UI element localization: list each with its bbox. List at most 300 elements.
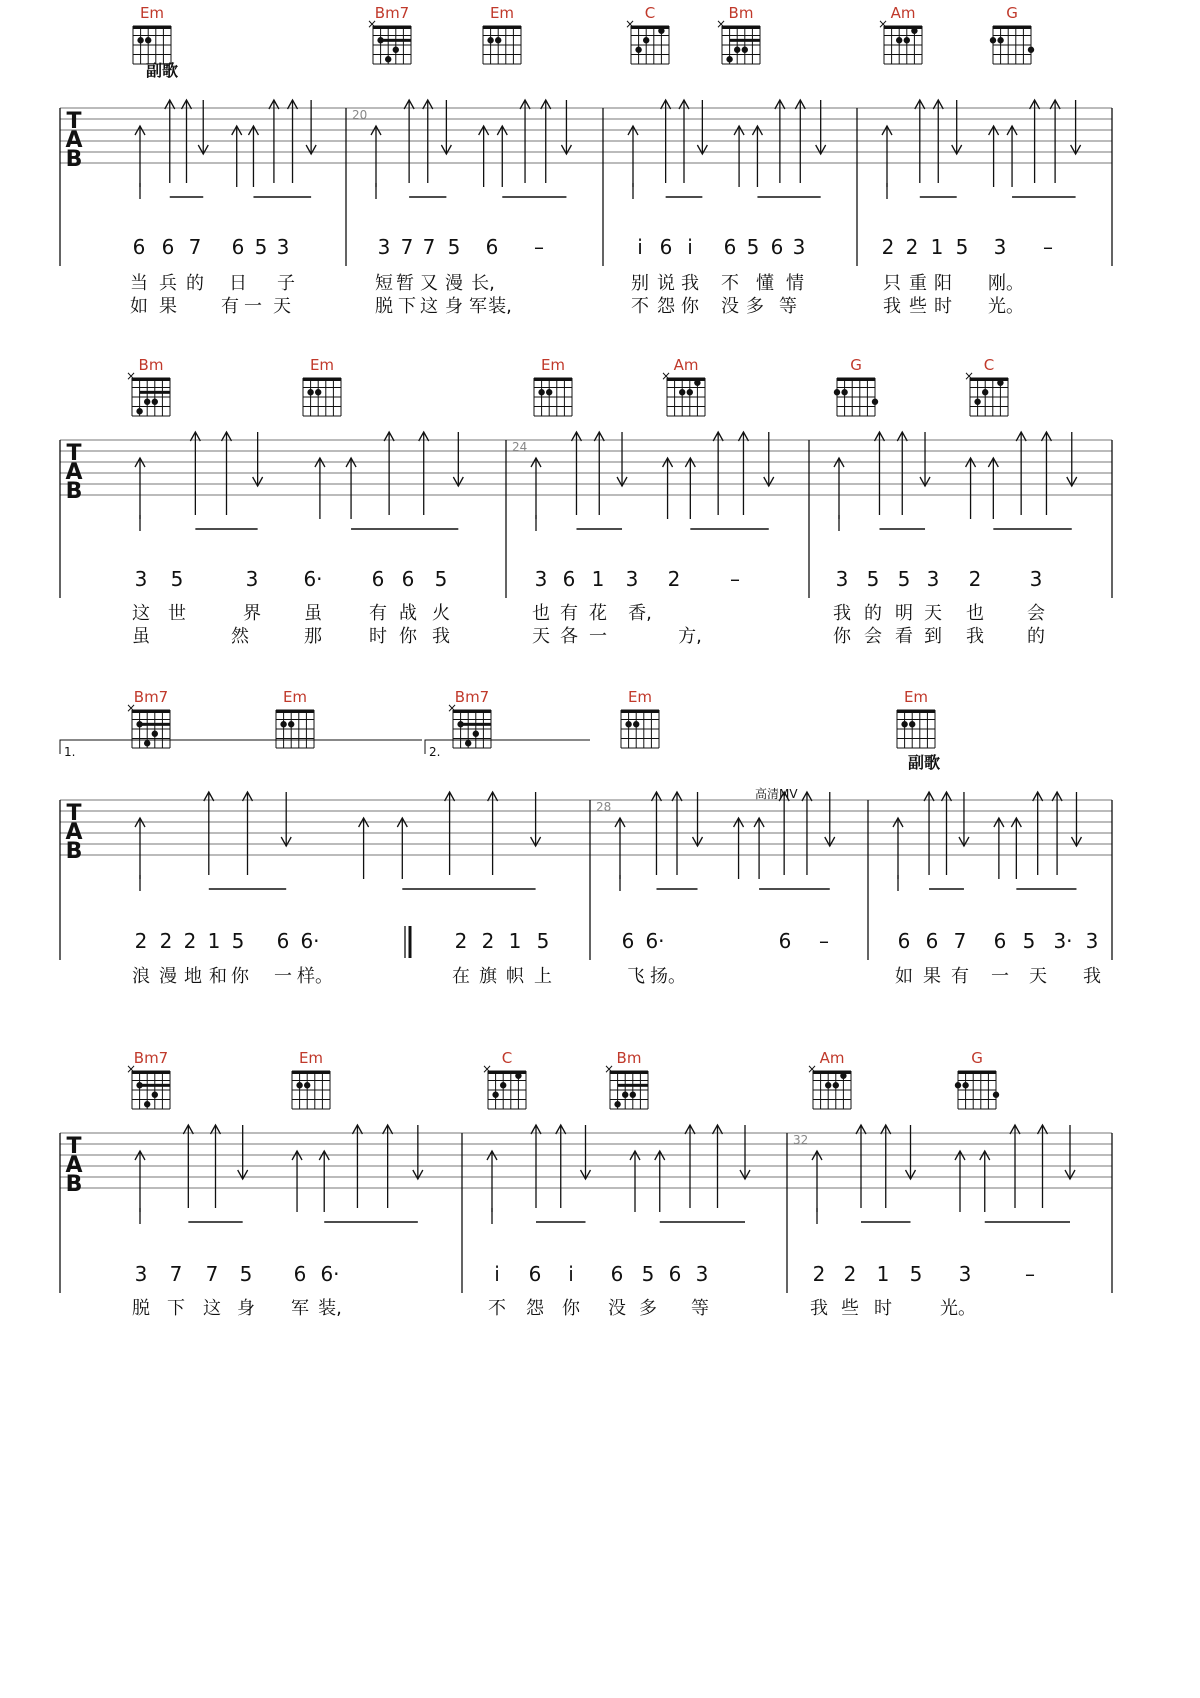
measure-number: 32 [793, 1133, 809, 1147]
chord-diagram [661, 356, 705, 416]
lyric-line2-char: 你 [399, 626, 417, 647]
lyric-line1-char: 在 [452, 966, 470, 987]
lyric-line2-char: 到 [924, 626, 942, 647]
strum-arrow [834, 458, 844, 519]
chord-barre [461, 723, 491, 726]
jianpu-note: – [1025, 1262, 1035, 1286]
tab-letter: T [66, 1134, 82, 1159]
lyric-line1-char: 只 [883, 273, 901, 294]
lyric-line1-char: 别 [631, 273, 649, 294]
jianpu-note: 6 [610, 1262, 624, 1286]
strum-arrow [630, 1151, 640, 1212]
chord-name: Bm7 [133, 1049, 169, 1067]
strum-arrows [132, 100, 1081, 1224]
chord-dot [955, 1082, 961, 1088]
lyric-line2-char: 身 [445, 296, 463, 317]
chord-mute-x: × [126, 1062, 137, 1076]
chord-mute-x: × [807, 1062, 818, 1076]
lyric-line1-char: 火 [432, 603, 450, 624]
jianpu-note: 2 [968, 567, 982, 591]
chord-dot [896, 37, 902, 43]
jianpu-note: 5 [447, 235, 461, 259]
chord-dot [630, 1092, 636, 1098]
jianpu-note: 7 [205, 1262, 219, 1286]
chord-dot [152, 731, 158, 737]
chord-mute-x: × [716, 17, 727, 31]
chord-mute-x: × [661, 369, 672, 383]
lyric-line1-char: 的 [864, 603, 882, 624]
jianpu-note: 6 [276, 929, 290, 953]
jianpu-note: 6· [300, 929, 320, 953]
strum-arrow [397, 818, 407, 879]
jianpu-note: 7 [422, 235, 436, 259]
chord-barre [730, 39, 760, 42]
chord-name: Em [627, 688, 653, 706]
strum-arrow [292, 1151, 302, 1212]
chord-diagram [447, 688, 491, 748]
lyric-line2-char: 看 [895, 626, 913, 647]
lyric-line1-char: 光。 [940, 1298, 976, 1319]
tab-letter: B [65, 839, 83, 864]
lyric-line1-char: 情 [786, 273, 804, 294]
lyric-line1-char: 短 [375, 273, 393, 294]
chord-dot [546, 389, 552, 395]
jianpu-note: 2 [134, 929, 148, 953]
chord-diagram [878, 4, 922, 64]
lyric-line1-char: 下 [167, 1298, 185, 1319]
strum-arrow [628, 126, 638, 187]
chord-diagram [126, 356, 170, 416]
chord-dot [694, 380, 700, 386]
lyric-line1-char: 的 [186, 273, 204, 294]
chord-dot [635, 47, 641, 53]
lyric-line1-char: 世 [168, 603, 186, 624]
chord-mute-x: × [367, 17, 378, 31]
strum-arrow [754, 818, 764, 879]
lyric-line2-char: 不 [631, 296, 649, 317]
section-label-chorus: 副歌 [145, 61, 179, 80]
chord-dot [834, 389, 840, 395]
lyric-line1-char: 多 [639, 1298, 657, 1319]
jianpu-note: 6 [371, 567, 385, 591]
chord-dot [974, 399, 980, 405]
lyric-line2-char: 如 [130, 296, 148, 317]
lyric-line1-char: 上 [534, 966, 552, 987]
jianpu-note: 6 [770, 235, 784, 259]
chord-name: Bm [138, 356, 164, 374]
chord-dot [614, 1101, 620, 1107]
jianpu-note: 7 [188, 235, 202, 259]
lyric-line2-char: 方, [678, 626, 702, 647]
lyric-line2-char: 我 [966, 626, 984, 647]
strum-arrow [966, 458, 976, 519]
strum-arrow [248, 126, 258, 187]
lyric-line1-char: 天 [1029, 966, 1047, 987]
chord-dot [825, 1082, 831, 1088]
volta-label-2: 2. [429, 745, 441, 759]
jianpu-note: 6 [778, 929, 792, 953]
strum-arrow [487, 1151, 497, 1212]
strum-arrow [663, 458, 673, 519]
strum-arrow [882, 126, 892, 187]
jianpu-note: 3 [993, 235, 1007, 259]
strum-arrow [655, 1151, 665, 1212]
strum-arrow [319, 1151, 329, 1212]
chord-diagram [303, 356, 341, 416]
jianpu-note: 5 [170, 567, 184, 591]
jianpu-note: 7 [953, 929, 967, 953]
chord-dot [990, 37, 996, 43]
jianpu-note: 3 [1029, 567, 1043, 591]
chord-name: C [644, 4, 656, 22]
chord-diagram [276, 688, 314, 748]
chord-mute-x: × [604, 1062, 615, 1076]
jianpu-note: 6 [132, 235, 146, 259]
lyric-line2-char: 我 [432, 626, 450, 647]
strum-arrow [1011, 818, 1021, 879]
chord-mute-x: × [964, 369, 975, 383]
measure-number: 28 [596, 800, 612, 814]
chord-dot [872, 399, 878, 405]
jianpu-note: 1 [876, 1262, 890, 1286]
strum-arrow [812, 1151, 822, 1212]
chord-dot [473, 731, 479, 737]
jianpu-note: i [568, 1262, 574, 1286]
strum-arrow [615, 818, 625, 879]
jianpu-note: 2 [183, 929, 197, 953]
lyric-line2-char: 等 [779, 296, 797, 317]
chord-dot [643, 37, 649, 43]
chord-diagram [292, 1049, 330, 1109]
jianpu-note: 6 [897, 929, 911, 953]
chord-dot [495, 37, 501, 43]
lyric-line1-char: 懂 [756, 273, 774, 294]
lyric-line1-char: 些 [841, 1298, 859, 1319]
chord-dot [315, 389, 321, 395]
lyric-line1-char: 天 [924, 603, 942, 624]
chord-dot [492, 1092, 498, 1098]
chord-dot [742, 47, 748, 53]
chord-name: Em [309, 356, 335, 374]
chord-diagram [897, 688, 935, 748]
strum-arrow [346, 458, 356, 519]
tab-staves [60, 108, 1112, 1293]
lyric-line1-char: 脱 [132, 1298, 150, 1319]
jianpu-note: 3 [835, 567, 849, 591]
chord-name: C [983, 356, 995, 374]
lyric-line2-char: 然 [231, 626, 249, 647]
strum-arrow [371, 126, 381, 187]
lyric-line2-char: 一 [244, 296, 262, 317]
strum-arrow [988, 458, 998, 519]
jianpu-note: 3 [245, 567, 259, 591]
jianpu-note: 2 [481, 929, 495, 953]
chord-dot [909, 721, 915, 727]
chord-diagram [126, 688, 170, 748]
chord-dot [296, 1082, 302, 1088]
lyric-line1-char: 没 [608, 1298, 626, 1319]
lyric-line1-char: 和 [209, 966, 227, 987]
tab-letter: A [65, 128, 83, 153]
chord-dot [137, 37, 143, 43]
lyric-line1-char: 漫 [445, 273, 463, 294]
strum-arrow [734, 126, 744, 187]
lyric-line1-char: 有 [951, 966, 969, 987]
jianpu-note: 5 [239, 1262, 253, 1286]
jianpu-note: 6 [621, 929, 635, 953]
jianpu-note: 2 [905, 235, 919, 259]
jianpu-note: 6 [401, 567, 415, 591]
lyric-line1-char: 不 [721, 273, 739, 294]
lyric-line2-char: 果 [159, 296, 177, 317]
chord-dot [901, 721, 907, 727]
chord-mute-x: × [126, 701, 137, 715]
lyric-line1-char: 不 [488, 1298, 506, 1319]
tab-letter: A [65, 460, 83, 485]
chord-dot [841, 389, 847, 395]
lyric-line2-char: 你 [681, 296, 699, 317]
lyric-line2-char: 下 [398, 296, 416, 317]
jianpu-note: 5 [434, 567, 448, 591]
volta-bracket-1 [60, 740, 422, 754]
jianpu-note: 2 [881, 235, 895, 259]
jianpu-note: 3 [377, 235, 391, 259]
lyric-line1-char: 战 [399, 603, 417, 624]
chord-barre [618, 1084, 648, 1087]
lyric-line2-char: 会 [864, 626, 882, 647]
lyric-line2-char: 有 [221, 296, 239, 317]
chord-dot [307, 389, 313, 395]
tab-letter: B [65, 147, 83, 172]
chord-mute-x: × [447, 701, 458, 715]
chord-diagram [482, 1049, 526, 1109]
lyric-line2-char: 多 [746, 296, 764, 317]
chord-mute-x: × [482, 1062, 493, 1076]
lyric-line1-char: 明 [895, 603, 913, 624]
chord-dot [993, 1092, 999, 1098]
jianpu-note: 2 [159, 929, 173, 953]
jianpu-note: 5 [254, 235, 268, 259]
strum-arrow [497, 126, 507, 187]
jianpu-note: – [730, 567, 740, 591]
jianpu-note: 1 [508, 929, 522, 953]
strum-arrow [135, 818, 145, 879]
lyric-line1-char: 有 [560, 603, 578, 624]
strum-arrow [994, 818, 1004, 879]
tab-letter: T [66, 441, 82, 466]
lyric-line1-char: 有 [369, 603, 387, 624]
chord-dot [840, 1073, 846, 1079]
lyric-line1-char: 这 [132, 603, 150, 624]
lyric-line1-char: 兵 [159, 273, 177, 294]
chord-dot [515, 1073, 521, 1079]
chord-dot [152, 1092, 158, 1098]
lyric-line1-char: 地 [184, 966, 202, 987]
tab-letter: A [65, 1153, 83, 1178]
chord-diagram [126, 1049, 170, 1109]
jianpu-note: 3 [926, 567, 940, 591]
strum-arrow [315, 458, 325, 519]
chord-dot [152, 399, 158, 405]
lyric-line2-char: 装, [488, 296, 512, 317]
chord-name: Em [540, 356, 566, 374]
jianpu-note: 3 [625, 567, 639, 591]
jianpu-note: i [637, 235, 643, 259]
lyric-line1-char: 身 [237, 1298, 255, 1319]
chord-name: Em [298, 1049, 324, 1067]
jianpu-note: 5 [955, 235, 969, 259]
chord-dot [465, 740, 471, 746]
jianpu-note: i [494, 1262, 500, 1286]
lyric-line2-char: 光。 [988, 296, 1024, 317]
jianpu-note: 3 [792, 235, 806, 259]
chord-name: Bm7 [374, 4, 410, 22]
jianpu-note: 6 [231, 235, 245, 259]
chord-dot [687, 389, 693, 395]
lyric-line1-char: 你 [231, 966, 249, 987]
section-label-chorus: 副歌 [907, 753, 941, 772]
chord-name: Am [819, 1049, 845, 1067]
lyric-line2-char: 天 [273, 296, 291, 317]
lyric-line1-char: 旗 [479, 966, 497, 987]
lyric-line2-char: 脱 [375, 296, 393, 317]
chord-name: Bm [728, 4, 754, 22]
lyric-line1-char: 一 [274, 966, 292, 987]
jianpu-note: 2 [667, 567, 681, 591]
lyric-line1-char: 我 [810, 1298, 828, 1319]
chord-mute-x: × [126, 369, 137, 383]
lyric-line2-char: 你 [833, 626, 851, 647]
chord-diagram [625, 4, 669, 64]
lyric-line1-char: 刚。 [988, 273, 1024, 294]
strum-arrow [980, 1151, 990, 1212]
chord-name: Am [673, 356, 699, 374]
jianpu-note: 5 [1022, 929, 1036, 953]
jianpu-note: 3 [958, 1262, 972, 1286]
lyric-line1-char: 说 [657, 273, 675, 294]
jianpu-note: 3 [134, 1262, 148, 1286]
jianpu-note: 3· [1053, 929, 1073, 953]
lyric-line1-char: 又 [420, 273, 438, 294]
strum-arrow [135, 126, 145, 187]
tab-letter: A [65, 820, 83, 845]
chord-dot [144, 399, 150, 405]
chord-dot [487, 37, 493, 43]
lyric-line1-char: 帜 [506, 966, 524, 987]
lyric-line2-char: 没 [721, 296, 739, 317]
chord-dot [385, 56, 391, 62]
score-text [64, 61, 1101, 1319]
chord-dot [633, 721, 639, 727]
lyric-line2-char: 那 [304, 626, 322, 647]
lyric-line1-char: 飞 [627, 966, 645, 987]
chord-dot [904, 37, 910, 43]
chord-dot [625, 721, 631, 727]
jianpu-note: 5 [536, 929, 550, 953]
jianpu-note: 3 [276, 235, 290, 259]
lyric-line2-char: 怨 [657, 296, 675, 317]
jianpu-note: 3 [1085, 929, 1099, 953]
chord-dot [144, 740, 150, 746]
lyric-line1-char: 军 [291, 1298, 309, 1319]
chord-dot [145, 37, 151, 43]
lyric-line1-char: 日 [229, 273, 247, 294]
lyric-line2-char: 时 [934, 296, 952, 317]
strum-arrow [685, 458, 695, 519]
lyric-line1-char: 当 [130, 273, 148, 294]
jianpu-note: 6 [993, 929, 1007, 953]
jianpu-note: 3 [695, 1262, 709, 1286]
tab-letter: T [66, 801, 82, 826]
chord-dot [962, 1082, 968, 1088]
chord-dot [622, 1092, 628, 1098]
chord-diagram [367, 4, 411, 64]
lyric-line1-char: 界 [243, 603, 261, 624]
chord-dot [997, 380, 1003, 386]
lyric-line1-char: 阳 [934, 273, 952, 294]
chord-dot [280, 721, 286, 727]
jianpu-note: 7 [169, 1262, 183, 1286]
chord-dot [500, 1082, 506, 1088]
chord-name: G [971, 1049, 983, 1067]
chord-mute-x: × [625, 17, 636, 31]
lyric-line1-char: 漫 [159, 966, 177, 987]
jianpu-note: 7 [400, 235, 414, 259]
chord-dot [136, 408, 142, 414]
chord-dot [833, 1082, 839, 1088]
chord-name: C [501, 1049, 513, 1067]
lyric-line1-char: 一 [991, 966, 1009, 987]
chord-diagram [964, 356, 1008, 416]
jianpu-note: 2 [843, 1262, 857, 1286]
jianpu-note: 6 [925, 929, 939, 953]
volta-label-1: 1. [64, 745, 76, 759]
lyric-line1-char: 香, [628, 603, 652, 624]
lyric-line2-char: 虽 [132, 626, 150, 647]
lyric-line1-char: 我 [833, 603, 851, 624]
chord-diagram [604, 1049, 648, 1109]
strum-arrow [893, 818, 903, 879]
lyric-line1-char: 如 [895, 966, 913, 987]
strum-arrow [752, 126, 762, 187]
lyric-line2-char: 一 [589, 626, 607, 647]
chord-name: G [850, 356, 862, 374]
lyric-line2-char: 时 [369, 626, 387, 647]
lyric-line2-char: 些 [909, 296, 927, 317]
tab-letter: B [65, 1172, 83, 1197]
jianpu-note: 6 [562, 567, 576, 591]
chord-dot [288, 721, 294, 727]
chord-diagram [716, 4, 760, 64]
tab-letter: B [65, 479, 83, 504]
strum-arrow [1007, 126, 1017, 187]
jianpu-note: 6 [293, 1262, 307, 1286]
lyric-line1-char: 也 [532, 603, 550, 624]
lyric-line1-char: 会 [1027, 603, 1045, 624]
lyric-line2-char: 各 [560, 626, 578, 647]
lyric-line2-char: 天 [532, 626, 550, 647]
chord-barre [140, 1084, 170, 1087]
chord-barre [140, 391, 170, 394]
jianpu-note: 3 [534, 567, 548, 591]
jianpu-note: 5 [231, 929, 245, 953]
strum-arrow [232, 126, 242, 187]
chord-barre [381, 39, 411, 42]
chord-diagram [834, 356, 878, 416]
lyric-line1-char: 也 [966, 603, 984, 624]
chord-dot [538, 389, 544, 395]
lyric-line1-char: 时 [874, 1298, 892, 1319]
